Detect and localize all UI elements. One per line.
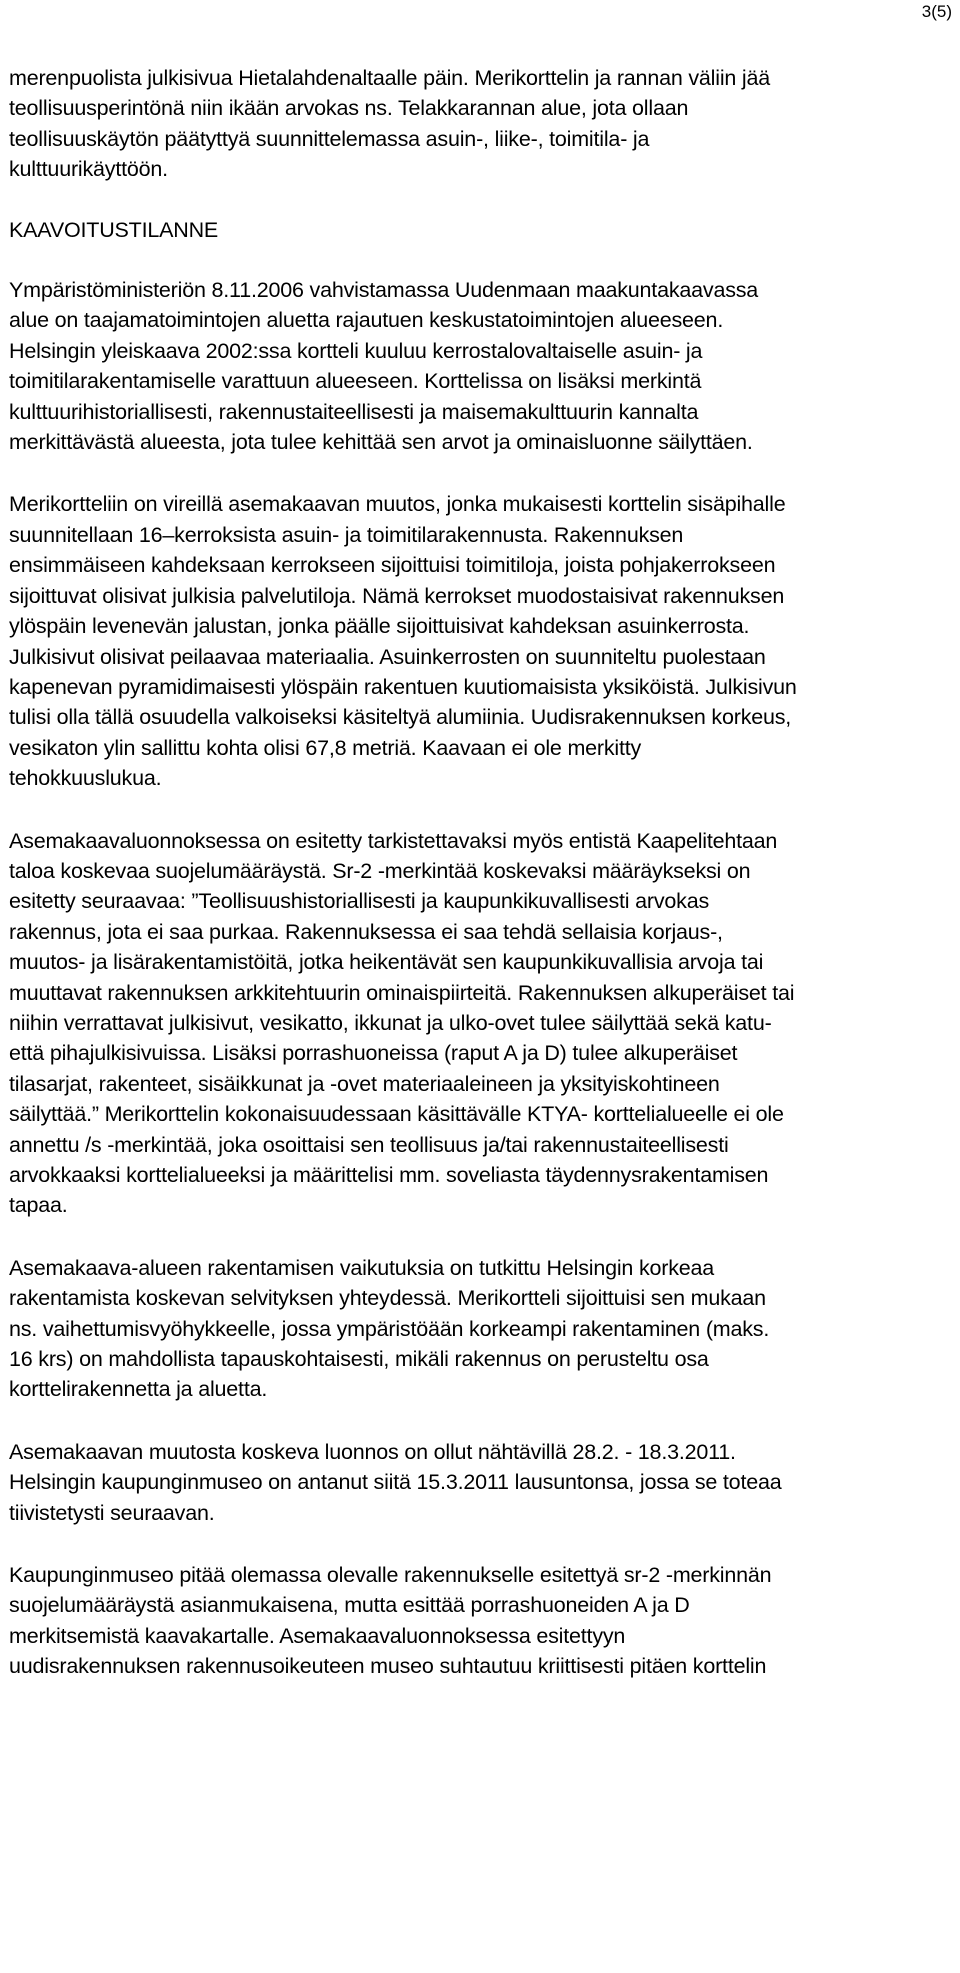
text-line: ensimmäiseen kahdeksaan kerrokseen sijoittuisi toimitiloja, joista pohjakerrokseen (9, 553, 776, 578)
text-line: alue on taajamatoimintojen aluetta rajautuen keskustatoimintojen alueeseen. (9, 308, 724, 333)
text-line: teollisuuskäytön päätyttyä suunnittelemassa asuin-, liike-, toimitila- ja (9, 126, 650, 151)
text-line: annettu /s -merkintää, joka osoittaisi sen teollisuus ja/tai rakennustaiteellisesti (9, 1132, 729, 1157)
text-line: Kaupunginmuseo pitää olemassa olevalle rakennukselle esitettyä sr-2 -merkinnän (9, 1563, 772, 1588)
vaikutukset-paragraph (9, 1253, 949, 1405)
text-line: teollisuusperintönä niin ikään arvokas ns. Telakkarannan alue, jota ollaan (9, 96, 689, 121)
intro-paragraph (9, 63, 949, 185)
text-line: 16 krs) on mahdollista tapauskohtaisesti, mikäli rakennus on perusteltu osa (9, 1347, 709, 1372)
text-line: merkitsemistä kaavakartalle. Asemakaavaluonnoksessa esitettyyn (9, 1623, 626, 1648)
paragraph-spacer (9, 1528, 949, 1560)
text-line: arvokkaaksi korttelialueeksi ja määrittelisi mm. soveliasta täydennysrakentamisen (9, 1163, 769, 1187)
text-line: merkittävästä alueesta, jota tulee kehittää sen arvot ja ominaisluonne säilyttäen. (9, 430, 753, 455)
text-line: suojelumääräystä asianmukaisena, mutta esittää porrashuoneiden A ja D (9, 1593, 690, 1618)
text-line: niihin verrattavat julkisivut, vesikatto, ikkunat ja ulko-ovet tulee säilyttää sekä katu- (9, 1010, 772, 1035)
paragraph-spacer (9, 1221, 949, 1253)
text-line: Asemakaavaluonnoksessa on esitetty tarkistettavaksi myös entistä Kaapelitehtaan (9, 828, 778, 853)
text-line: ns. vaihettumisvyöhykkeelle, jossa ympäristöään korkeampi rakentaminen (maks. (9, 1316, 770, 1341)
text-line: Merikortteliin on vireillä asemakaavan muutos, jonka mukaisesti korttelin sisäpihalle (9, 492, 786, 517)
text-line: korttelirakennetta ja aluetta. (9, 1377, 268, 1402)
text-line: säilyttää.” Merikorttelin kokonaisuudessaan käsittävälle KTYA- korttelialueelle ei ole (9, 1102, 784, 1127)
text-line: uudisrakennuksen rakennusoikeuteen museo suhtautuu kriittisesti pitäen korttelin (9, 1654, 767, 1679)
text-line: että pihajulkisivuissa. Lisäksi porrashuoneissa (raput A ja D) tulee alkuperäiset (9, 1041, 738, 1066)
kaavoitustilanne-paragraph (9, 275, 949, 457)
text-line: esitetty seuraavaa: ”Teollisuushistoriallisesti ja kaupunkikuvallisesti arvokas (9, 889, 709, 914)
suojelumaarays-paragraph (9, 826, 949, 1221)
text-line: KAAVOITUSTILANNE (9, 217, 219, 242)
paragraph-spacer (9, 185, 949, 215)
text-line: suunnitellaan 16–kerroksista asuin- ja toimitilarakennusta. Rakennuksen (9, 522, 684, 547)
nahtavilla-paragraph (9, 1437, 949, 1528)
document-body (9, 63, 949, 1682)
text-line: muutos- ja lisärakentamistöitä, jotka heikentävät sen kaupunkikuvallisia arvoja tai (9, 950, 764, 975)
page-number: 3(5) (921, 2, 952, 21)
paragraph-spacer (9, 794, 949, 826)
text-line: vesikaton ylin sallittu kohta olisi 67,8 metriä. Kaavaan ei ole merkitty (9, 735, 642, 760)
text-line: tulisi olla tällä osuudella valkoiseksi käsiteltyä alumiinia. Uudisrakennuksen korkeus, (9, 705, 792, 730)
text-line: Ympäristöministeriön 8.11.2006 vahvistamassa Uudenmaan maakuntakaavassa (9, 278, 759, 303)
text-line: merenpuolista julkisivua Hietalahdenaltaalle päin. Merikorttelin ja rannan väliin jää (9, 66, 771, 90)
text-line: tapaa. (9, 1193, 68, 1218)
text-line: kulttuurihistoriallisesti, rakennustaiteellisesti ja maisemakulttuurin kannalta (9, 399, 699, 424)
text-line: toimitilarakentamiselle varattuun alueeseen. Korttelissa on lisäksi merkintä (9, 369, 702, 394)
text-line: rakennus, jota ei saa purkaa. Rakennuksessa ei saa tehdä sellaisia korjaus-, (9, 919, 723, 944)
text-line: tiivistetysti seuraavan. (9, 1500, 215, 1525)
text-line: ylöspäin levenevän jalustan, jonka päälle sijoittuisivat kahdeksan asuinkerrosta. (9, 614, 750, 639)
text-line: Asemakaava-alueen rakentamisen vaikutuksia on tutkittu Helsingin korkeaa (9, 1255, 715, 1280)
text-line: kapenevan pyramidimaisesti ylöspäin rakentuen kuutiomaisista yksiköistä. Julkisivun (9, 674, 797, 699)
text-line: kulttuurikäyttöön. (9, 157, 168, 182)
section-heading-kaavoitustilanne (9, 215, 949, 245)
text-line: rakentamista koskevan selvityksen yhteydessä. Merikortteli sijoittuisi sen mukaan (9, 1286, 766, 1311)
text-line: muuttavat rakennuksen arkkitehtuurin ominaispiirteitä. Rakennuksen alkuperäiset tai (9, 980, 795, 1005)
text-line: tehokkuuslukua. (9, 766, 162, 791)
text-line: tilasarjat, rakenteet, sisäikkunat ja -ovet materiaaleineen ja yksityiskohtineen (9, 1071, 720, 1096)
paragraph-spacer (9, 457, 949, 489)
text-line: Julkisivut olisivat peilaavaa materiaalia. Asuinkerrosten on suunniteltu puolestaan (9, 644, 766, 669)
text-line: taloa koskevaa suojelumääräystä. Sr-2 -merkintää koskevaksi määräykseksi on (9, 858, 751, 883)
text-line: sijoittuvat olisivat julkisia palvelutiloja. Nämä kerrokset muodostaisivat rakennuksen (9, 583, 785, 608)
paragraph-spacer (9, 1405, 949, 1437)
kaupunginmuseo-paragraph (9, 1560, 949, 1682)
asemakaava-muutos-paragraph (9, 489, 949, 793)
text-line: Asemakaavan muutosta koskeva luonnos on ollut nähtävillä 28.2. - 18.3.2011. (9, 1439, 736, 1464)
text-line: Helsingin kaupunginmuseo on antanut siitä 15.3.2011 lausuntonsa, jossa se toteaa (9, 1470, 782, 1495)
text-line: Helsingin yleiskaava 2002:ssa kortteli kuuluu kerrostalovaltaiselle asuin- ja (9, 338, 703, 363)
paragraph-spacer (9, 245, 949, 275)
